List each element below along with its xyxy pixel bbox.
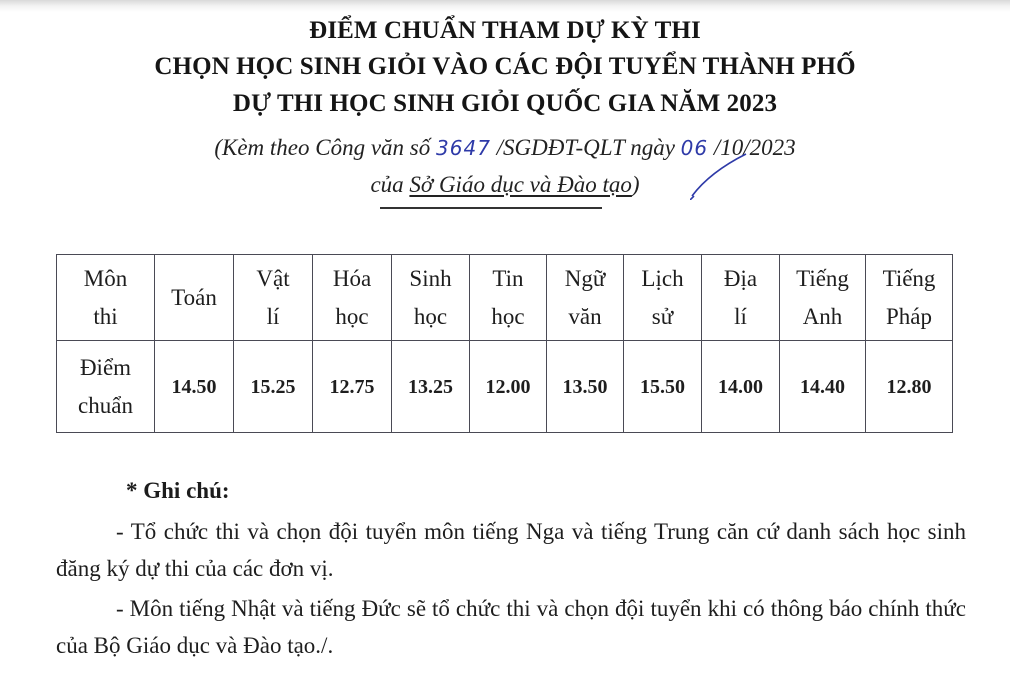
subject-cell — [624, 255, 702, 341]
subject-cell — [780, 255, 866, 341]
subject-label: Toán — [171, 284, 217, 310]
table-row-cutoff-scores — [57, 341, 953, 433]
subject-label: lí — [734, 303, 747, 329]
subtitle-line2-prefix: của — [370, 172, 410, 197]
subject-label: Anh — [802, 303, 843, 329]
score-cell: 14.50 — [155, 341, 234, 433]
handwritten-day: 06 — [680, 136, 709, 160]
subject-label: học — [491, 303, 525, 329]
subtitle-line-1 — [0, 135, 1010, 161]
row-header-cutoff — [57, 341, 155, 433]
subject-label: Vật — [256, 265, 290, 291]
subtitle-suffix: /10/2023 — [708, 135, 796, 160]
subject-label: học — [335, 303, 369, 329]
subject-label: văn — [568, 303, 602, 329]
row-header-subject — [57, 255, 155, 341]
subject-label: Ngữ — [564, 265, 606, 291]
subject-cell — [866, 255, 953, 341]
score-cell: 15.50 — [624, 341, 702, 433]
subject-cell — [470, 255, 547, 341]
subject-cell — [234, 255, 313, 341]
note-item-2: - Môn tiếng Nhật và tiếng Đức sẽ tổ chức thi và chọn đội tuyển khi có thông báo chính thức của Bộ Giáo dục và Đào tạo./. — [56, 596, 966, 658]
subject-cell — [155, 255, 234, 341]
score-cell: 13.50 — [547, 341, 624, 433]
row-header-line: chuẩn — [78, 392, 133, 418]
subtitle-prefix: (Kèm theo Công văn số — [214, 135, 437, 160]
subject-label: Tiếng — [882, 265, 936, 291]
note-item-1: - Tổ chức thi và chọn đội tuyển môn tiếng Nga và tiếng Trung căn cứ danh sách học sinh đăng ký dự thi của các đơn vị. — [56, 519, 966, 581]
score-cell: 14.00 — [702, 341, 780, 433]
subject-cell — [702, 255, 780, 341]
underline-rule — [380, 207, 602, 209]
subject-label: Tin — [492, 265, 524, 291]
subtitle-line-2 — [0, 172, 1010, 198]
subject-cell — [547, 255, 624, 341]
row-header-line: Môn — [83, 265, 128, 291]
score-cell: 12.75 — [313, 341, 392, 433]
handwritten-doc-number: 3647 — [436, 136, 491, 160]
title-line-2: CHỌN HỌC SINH GIỎI VÀO CÁC ĐỘI TUYỂN THÀNH PHỐ — [154, 53, 856, 80]
subject-label: Pháp — [886, 303, 932, 329]
score-cell: 12.80 — [866, 341, 953, 433]
title-line-1: ĐIỂM CHUẨN THAM DỰ KỲ THI — [309, 17, 701, 44]
subject-label: lí — [266, 303, 280, 329]
notes-heading: * Ghi chú: — [126, 478, 230, 503]
score-table — [56, 254, 953, 433]
issuing-authority: Sở Giáo dục và Đào tạo — [409, 172, 632, 197]
subject-label: học — [413, 303, 448, 329]
subject-label: Tiếng — [796, 265, 849, 291]
title-line-3: DỰ THI HỌC SINH GIỎI QUỐC GIA NĂM 2023 — [232, 90, 778, 117]
subject-label: Địa — [723, 265, 758, 291]
subject-cell — [313, 255, 392, 341]
subject-label: Hóa — [332, 265, 372, 291]
score-cell: 14.40 — [780, 341, 866, 433]
subject-cell — [392, 255, 470, 341]
subtitle-line2-suffix: ) — [631, 172, 640, 197]
score-cell: 12.00 — [470, 341, 547, 433]
page-top-shadow — [0, 0, 1010, 12]
subject-label: Sinh — [409, 265, 452, 291]
score-cell: 15.25 — [234, 341, 313, 433]
subject-label: Lịch — [641, 265, 684, 291]
subtitle-middle: /SGDĐT-QLT ngày — [490, 135, 681, 160]
subject-label: sử — [651, 303, 674, 329]
row-header-line: Điểm — [79, 354, 132, 380]
handwritten-signature-tick-icon — [690, 150, 750, 200]
table-row-subjects — [57, 255, 953, 341]
row-header-line: thi — [93, 303, 118, 329]
score-cell: 13.25 — [392, 341, 470, 433]
